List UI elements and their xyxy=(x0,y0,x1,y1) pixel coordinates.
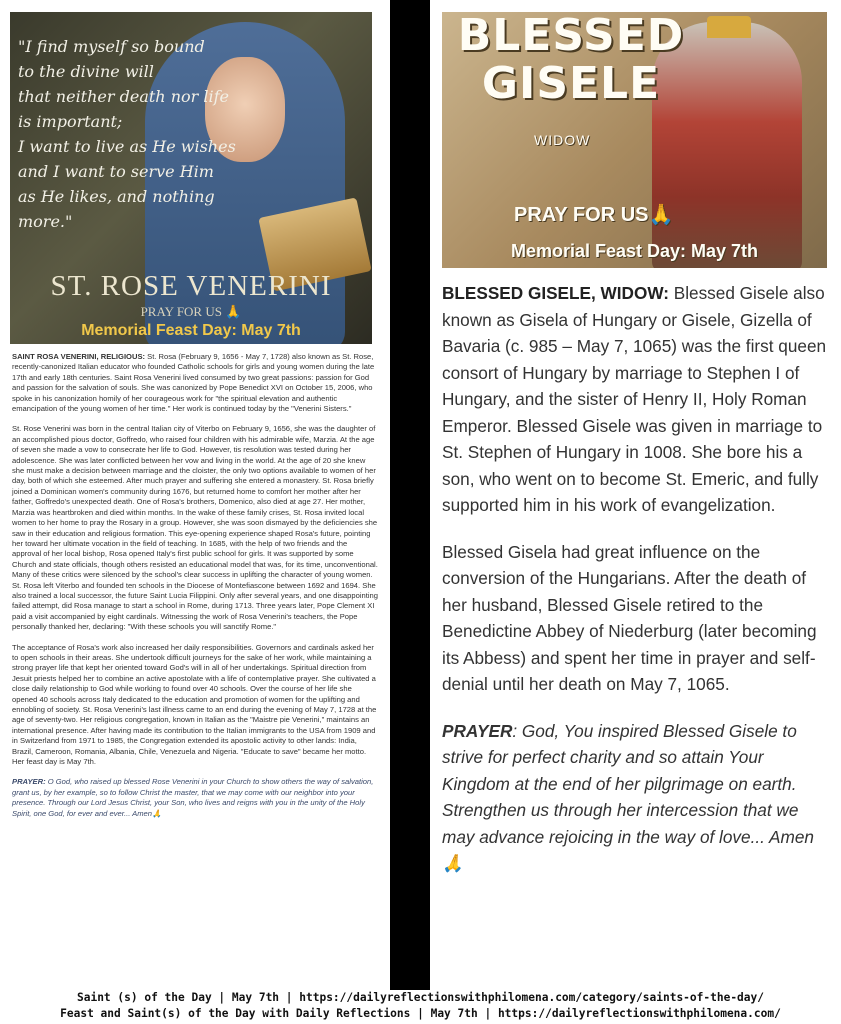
blessed-gisele-article xyxy=(442,280,834,897)
banner-pray-for-us: PRAY FOR US🙏 xyxy=(514,204,674,226)
prayer-lead: PRAYER: xyxy=(12,777,46,787)
prayer-paragraph xyxy=(442,718,834,877)
article-paragraph: Blessed Gisela had great influence on the conversion of the Hungarians. After the death of her husband, Blessed Gisele retired to the Benedictine Abbey of Niederburg (later becoming its Abbess) and spent her time in prayer and self-denial until her death on May 7, 1065. xyxy=(442,541,817,694)
prayer-lead: PRAYER xyxy=(442,720,513,741)
article-lead: SAINT ROSA VENERINI, RELIGIOUS: xyxy=(12,352,146,361)
crown-shape xyxy=(707,16,751,38)
article-paragraph: St. Rose Venerini was born in the central Italian city of Viterbo on February 9, 1656, she was the daughter of an accomplished pious doctor, Goffredo, who raised four children with his admirable wife, Marzia. At the age of seven she made a vow to consecrate her life to God. However, tis resolution was tested during her adolescence. She was later conflicted between her vow and living in the world. At the age of 20 she knew she must make a decision between marriage and the cloister, the only two options available to women of her day, both of which she esteemed. After much prayer and suffering she entered a monastery. St. Rosa briefly joined a Dominican women's community during 1676, but returned home to comfort her mother after her father, Goffredo's unexpected death. One of Rosa's brothers, Domenico, also died at age 27. Her mother, Marzia was heartbroken and died within months. In the wake of these family crises, St. Rosa invited local women to her home to pray the Rosary in a group. However, she was soon dismayed by the deficiencies she saw in their education and religious formation. This eye-opening experience shaped Rosa's future, pointing her toward her ultimate vocation in the field of teaching. In 1685, with the help of two friends and the approval of her local bishop, Rosa opened Italy's first public school for girls. It was supported by some Church and state officials, though others resisted an educational model that was, for its time, unconventional. Many of these critics were silenced by the school's clear success in uplifting the character of young women. St. Rosa left Viterbo and founded ten schools in the Diocese of Montefiascone between 1692 and 1694. She also trained a local successor, the future Saint Lucia Filippini. Only after several years, and one disappointing failed attempt, did Rosa manage to start a school in Rome, during 1713. Three years later, Pope Clement XI paid a visit accompanied by eight cardinals. Witnessing the work of Rosa Venerini's teachers, the Pope personally thanked her, declaring: "With these schools you will sanctify Rome." xyxy=(12,424,378,632)
prayer-text: : God, You inspired Blessed Gisele to strive for perfect charity and so attain Your Kingdom at the end of her pilgrimage on earth. Strengthen us through her intercession that we may advance rejoicing in the way of love... Amen🙏 xyxy=(442,720,814,873)
prayer-paragraph xyxy=(12,777,378,819)
st-rose-banner-image xyxy=(10,12,372,344)
left-column xyxy=(0,0,390,990)
banner-saint-name: ST. ROSE VENERINI xyxy=(50,270,332,302)
article-paragraph xyxy=(12,352,378,414)
banner-quote: "I find myself so bound to the divine will that neither death nor life is important; I want to live as He wishes and I want to serve Him as He likes, and nothing more." xyxy=(18,37,236,231)
prayer-text: O God, who raised up blessed Rose Venerini in your Church to show others the way of salvation, grant us, by her example, so to follow Christ the master, that we may come with our neighbor into your presence. Through our Lord Jesus Christ, your Son, who lives and reigns with you in the unity of the Holy Spirit, one God, for ever and ever... Amen🙏 xyxy=(12,777,374,818)
center-divider xyxy=(390,0,430,990)
footer-line-1: Saint (s) of the Day | May 7th | https://dailyreflectionswithphilomena.com/category/saints-of-the-day/ xyxy=(76,991,764,1004)
banner-widow: WIDOW xyxy=(534,132,591,148)
banner-feast-day: Memorial Feast Day: May 7th xyxy=(81,322,301,339)
st-rose-article xyxy=(12,352,378,829)
article-paragraph xyxy=(442,280,834,519)
article-text: Blessed Gisele also known as Gisela of Hungary or Gisele, Gizella of Bavaria (c. 985 – May 7, 1065) was the first queen consort of Hungary by marriage to Stephen I of Hungary, and the sister of Henry II, Holy Roman Emperor. Blessed Gisele was given in marriage to St. Stephen of Hungary in 1008. She bore his a son, who went on to become St. Emeric, and fully supported him in his work of evangelization. xyxy=(442,283,827,515)
banner-title-line2: GISELE xyxy=(481,58,661,109)
banner-title xyxy=(456,12,686,108)
article-lead: BLESSED GISELE, WIDOW: xyxy=(442,283,669,303)
right-column xyxy=(430,0,841,990)
article-text: St. Rosa (February 9, 1656 - May 7, 1728) also known as St. Rose, recently-canonized Italian educator who founded Catholic schools for girls and young women during the late 17th and early 18th centuries. Saint Rosa Venerini lived consumed by two great passions: passion for God and passion for the salvation of souls. She was canonized by Pope Benedict XVI on October 15, 2006, who spoke in his canonization homily of her courageous work for "the spiritual elevation and authentic emancipation of the young women of her time." Her work is continued today by the "Venerini Sisters." xyxy=(12,352,375,414)
article-paragraph: The acceptance of Rosa's work also increased her daily responsibilities. Governors and cardinals asked her to open schools in their areas. She undertook difficult journeys for the sake of her work, while maintaining a strong prayer life that kept her oriented toward God's will in all of her undertakings. Spiritual direction from Jesuit priests helped her to combine an active apostolate with a life of contemplative prayer. She cultivated a close daily relationship to God while working to found over 40 schools. Over the course of her life she opened 40 schools across Italy dedicated to the education and promotion of women for the uplifting and ennobling of society. St. Rosa Venerini's last illness came to an end during the evening of May 7, 1728 at the age of seventy-two. Her religious congregation, known in Italian as the "Maistre pie Venerini," maintains an international presence. After having made its contribution to the Italian immigrants to the USA from 1909 and in Switzerland from 1971 to 1985, the Congregation extended its apostolic activity to other lands: India, Brazil, Cameroon, Romania, Albania, Chile, Venezuela and Nigeria. "Educate to save" became her motto. Her feast day is May 7th. xyxy=(12,642,377,767)
footer-line-2: Feast and Saint(s) of the Day with Daily Reflections | May 7th | https://dailyreflectionswithphilomena.com/ xyxy=(60,1007,781,1020)
footer-caption xyxy=(0,990,841,1024)
banner-feast-day: Memorial Feast Day: May 7th xyxy=(510,241,759,261)
banner-title-line1: BLESSED xyxy=(457,12,685,61)
banner-pray-for-us: PRAY FOR US 🙏 xyxy=(140,304,242,319)
blessed-gisele-banner-image xyxy=(442,12,827,268)
